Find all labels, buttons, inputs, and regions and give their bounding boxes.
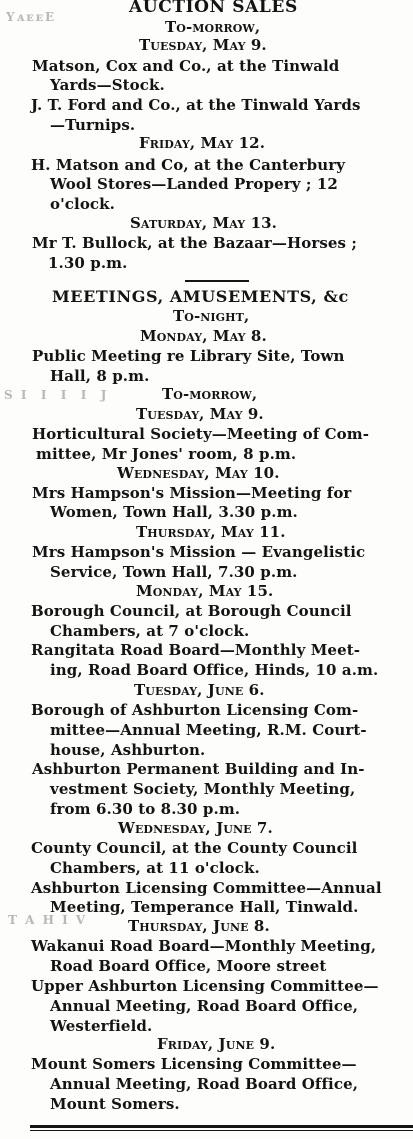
date-line: To-morrow, (162, 385, 258, 403)
notice-text: o'clock. (50, 195, 115, 213)
notice-text: Ashburton Permanent Building and In- (32, 760, 365, 778)
notice-text: Road Board Office, Moore street (50, 957, 327, 975)
notice-text: Borough of Ashburton Licensing Com- (31, 701, 359, 719)
date-line: To-night, (173, 307, 250, 325)
date-line: Monday, May 8. (140, 327, 267, 345)
notice-text: Westerfield. (50, 1017, 153, 1035)
date-line: Friday, May 12. (139, 134, 266, 152)
notice-text: County Council, at the County Council (31, 839, 358, 857)
date-line: Monday, May 15. (136, 582, 274, 600)
column-end-rule (30, 1125, 413, 1128)
notice-text: Borough Council, at Borough Council (31, 602, 352, 620)
notice-text: Mrs Hampson's Mission — Evangelistic (32, 543, 366, 561)
show-through-mark: T A H I V (8, 913, 88, 927)
notice-text: Upper Ashburton Licensing Committee— (31, 977, 379, 995)
notice-text: Mr T. Bullock, at the Bazaar—Horses ; (32, 234, 358, 252)
notice-text: from 6.30 to 8.30 p.m. (50, 800, 241, 818)
date-line: Tuesday, June 6. (134, 681, 265, 699)
date-line: Thursday, May 11. (136, 523, 286, 541)
date-line: Friday, June 9. (157, 1035, 276, 1053)
date-line: Thursday, June 8. (128, 917, 270, 935)
notice-text: mittee, Mr Jones' room, 8 p.m. (36, 445, 297, 463)
notice-text: H. Matson and Co, at the Canterbury (31, 156, 346, 174)
notice-text: J. T. Ford and Co., at the Tinwald Yards (31, 96, 361, 114)
notice-text: Meeting, Temperance Hall, Tinwald. (50, 898, 359, 916)
date-line: To-morrow, (165, 18, 261, 36)
notice-text: ing, Road Board Office, Hinds, 10 a.m. (50, 661, 379, 679)
show-through-mark: S I I I I J (4, 388, 109, 402)
show-through-mark: YᴀᴇᴇE (6, 10, 57, 24)
notice-text: vestment Society, Monthly Meeting, (50, 780, 356, 798)
date-line: Tuesday, May 9. (136, 405, 264, 423)
meetings-heading: MEETINGS, AMUSEMENTS, &c (52, 287, 349, 306)
notice-text: Ashburton Licensing Committee—Annual (31, 879, 382, 897)
notice-text: Annual Meeting, Road Board Office, (50, 997, 359, 1015)
notice-text: Hall, 8 p.m. (50, 367, 150, 385)
notice-text: 1.30 p.m. (48, 254, 128, 272)
notice-text: Women, Town Hall, 3.30 p.m. (50, 503, 298, 521)
notice-text: house, Ashburton. (50, 741, 206, 759)
column-end-rule (30, 1130, 413, 1131)
notice-text: Annual Meeting, Road Board Office, (50, 1075, 359, 1093)
notice-text: Public Meeting re Library Site, Town (32, 347, 345, 365)
notice-text: Chambers, at 11 o'clock. (50, 859, 260, 877)
notice-text: Chambers, at 7 o'clock. (50, 622, 250, 640)
date-line: Wednesday, May 10. (117, 464, 280, 482)
date-line: Wednesday, June 7. (118, 819, 273, 837)
auction-sales-heading: AUCTION SALES (129, 0, 298, 17)
date-line: Saturday, May 13. (130, 214, 277, 232)
notice-text: Matson, Cox and Co., at the Tinwald (32, 57, 340, 75)
notice-text: Yards—Stock. (50, 76, 165, 94)
notice-text: Mount Somers Licensing Committee— (31, 1055, 357, 1073)
date-line: Tuesday, May 9. (139, 36, 267, 54)
notice-text: Horticultural Society—Meeting of Com- (32, 425, 370, 443)
notice-text: Rangitata Road Board—Monthly Meet- (31, 641, 361, 659)
notice-text: Mount Somers. (50, 1095, 180, 1113)
notice-text: Mrs Hampson's Mission—Meeting for (32, 484, 352, 502)
notice-text: —Turnips. (50, 116, 136, 134)
notice-text: Service, Town Hall, 7.30 p.m. (50, 563, 298, 581)
section-divider (185, 280, 249, 282)
notice-text: Wakanui Road Board—Monthly Meeting, (31, 937, 377, 955)
notice-text: mittee—Annual Meeting, R.M. Court- (50, 721, 367, 739)
notice-text: Wool Stores—Landed Propery ; 12 (50, 175, 338, 193)
